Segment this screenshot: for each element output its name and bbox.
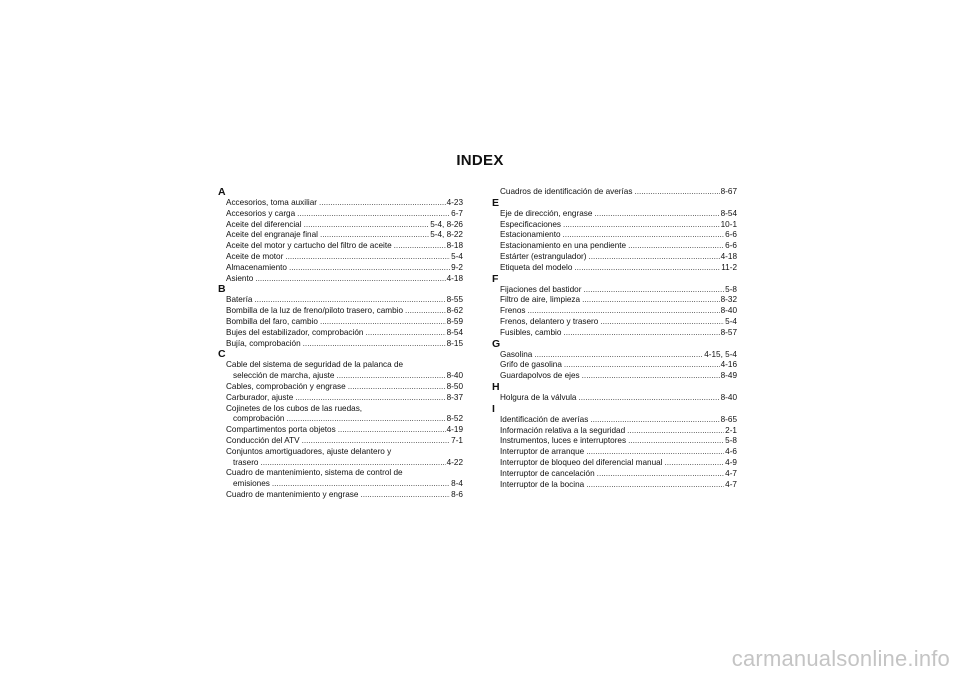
index-entry-text: Accesorios y carga bbox=[226, 208, 296, 218]
dot-leader bbox=[582, 295, 720, 306]
dot-leader bbox=[394, 241, 446, 252]
index-entry-text: Batería bbox=[226, 295, 253, 305]
index-entry bbox=[218, 295, 463, 306]
index-entry-page: 6-7 bbox=[451, 208, 463, 218]
index-entry bbox=[218, 339, 463, 350]
index-entry-text: Aceite del motor y cartucho del filtro de aceite bbox=[226, 241, 392, 251]
index-entry-page: 8-55 bbox=[446, 295, 463, 305]
dot-leader bbox=[590, 415, 719, 426]
dot-leader bbox=[563, 230, 725, 241]
index-entry bbox=[218, 490, 463, 501]
dot-leader bbox=[588, 252, 719, 263]
dot-leader bbox=[597, 469, 724, 480]
index-entry-page: 8-65 bbox=[720, 414, 737, 424]
index-letter-i: I bbox=[492, 402, 495, 415]
dot-leader bbox=[628, 241, 724, 252]
index-entry-page: 8-67 bbox=[720, 187, 737, 196]
index-entry bbox=[492, 317, 737, 328]
index-entry-page: 4-6 bbox=[725, 447, 737, 457]
index-entry-text: Guardapolvos de ejes bbox=[500, 371, 580, 381]
dot-leader bbox=[302, 436, 451, 447]
index-entry-text: selección de marcha, ajuste bbox=[233, 371, 335, 381]
dot-leader bbox=[285, 252, 450, 263]
index-entry-text: Asiento bbox=[226, 273, 254, 283]
dot-leader bbox=[563, 328, 719, 339]
dot-leader bbox=[320, 317, 446, 328]
index-entry bbox=[218, 252, 463, 263]
dot-leader bbox=[297, 209, 450, 220]
index-entry-text: Fijaciones del bastidor bbox=[500, 284, 582, 294]
index-entry bbox=[218, 393, 463, 404]
index-entry bbox=[492, 220, 737, 231]
index-entry-text: Instrumentos, luces e interruptores bbox=[500, 436, 627, 446]
index-entry-page: 5-8 bbox=[725, 436, 737, 446]
index-entry-text: Aceite de motor bbox=[226, 251, 284, 261]
index-entry-text: Cuadro de mantenimiento, sistema de control de bbox=[226, 468, 403, 478]
index-entry-text: Compartimentos porta objetos bbox=[226, 425, 336, 435]
index-entry-text: Especificaciones bbox=[500, 219, 561, 229]
dot-leader bbox=[594, 209, 719, 220]
index-entry-page: 4-16 bbox=[720, 360, 737, 370]
index-entry-page: 5-4 bbox=[725, 316, 737, 326]
index-entry-page: 9-2 bbox=[451, 262, 463, 272]
index-entry bbox=[492, 209, 737, 220]
index-entry-page: 8-37 bbox=[446, 392, 463, 402]
index-entry-text: Interruptor de bloqueo del diferencial manual bbox=[500, 457, 663, 467]
index-entry bbox=[218, 230, 463, 241]
index-entry-page: 8-6 bbox=[451, 489, 463, 499]
dot-leader bbox=[272, 479, 450, 490]
index-entry-text: Cables, comprobación y engrase bbox=[226, 381, 346, 391]
index-entry-page: 4-15, 5-4 bbox=[704, 349, 737, 359]
index-entry-page: 8-18 bbox=[446, 241, 463, 251]
dot-leader bbox=[586, 447, 724, 458]
index-entry-page: 5-8 bbox=[725, 284, 737, 294]
dot-leader bbox=[405, 306, 446, 317]
index-entry bbox=[218, 436, 463, 447]
index-entry-text: Bujes del estabilizador, comprobación bbox=[226, 327, 364, 337]
index-entry-text: Frenos bbox=[500, 306, 526, 316]
index-entry-page: 8-32 bbox=[720, 295, 737, 305]
index-entry-text: trasero bbox=[233, 457, 259, 467]
index-column-right bbox=[492, 187, 737, 490]
index-entry-text: Aceite del engranaje final bbox=[226, 230, 318, 240]
index-entry bbox=[492, 328, 737, 339]
index-entry bbox=[492, 360, 737, 371]
index-entry-text: Fusibles, cambio bbox=[500, 327, 562, 337]
index-entry-text: Cojinetes de los cubos de las ruedas, bbox=[226, 403, 363, 413]
dot-leader bbox=[303, 339, 446, 350]
index-entry-page: 5-4, 8-22 bbox=[430, 230, 463, 240]
index-entry-text: Identificación de averías bbox=[500, 414, 589, 424]
index-entry-text: Eje de dirección, engrase bbox=[500, 208, 593, 218]
index-entry bbox=[492, 469, 737, 480]
dot-leader bbox=[295, 393, 445, 404]
index-entry-page: 10-1 bbox=[720, 219, 737, 229]
dot-leader bbox=[634, 187, 719, 198]
dot-leader bbox=[319, 198, 446, 209]
index-entry bbox=[218, 447, 463, 469]
index-entry-text: Etiqueta del modelo bbox=[500, 262, 573, 272]
index-entry-page: 5-4, 8-26 bbox=[430, 219, 463, 229]
index-entry bbox=[492, 230, 737, 241]
dot-leader bbox=[527, 306, 719, 317]
index-entry-text: Frenos, delantero y trasero bbox=[500, 316, 599, 326]
index-entry bbox=[492, 350, 737, 361]
index-letter-f: F bbox=[492, 272, 499, 285]
dot-leader bbox=[586, 480, 724, 491]
index-entry-page: 8-50 bbox=[446, 381, 463, 391]
index-letter-e: E bbox=[492, 196, 500, 209]
index-entry-text: Interruptor de cancelación bbox=[500, 468, 595, 478]
index-entry bbox=[492, 306, 737, 317]
dot-leader bbox=[574, 263, 720, 274]
index-entry-text: Estacionamiento en una pendiente bbox=[500, 241, 627, 251]
index-entry bbox=[218, 328, 463, 339]
index-entry bbox=[218, 198, 463, 209]
index-entry-text: Gasolina bbox=[500, 349, 533, 359]
index-entry-page: 8-40 bbox=[720, 392, 737, 402]
index-entry bbox=[492, 371, 737, 382]
dot-leader bbox=[578, 393, 719, 404]
index-entry bbox=[218, 382, 463, 393]
index-entry-page: 4-7 bbox=[725, 479, 737, 489]
index-entry bbox=[218, 263, 463, 274]
index-entry bbox=[218, 317, 463, 328]
index-entry-text: comprobación bbox=[233, 414, 285, 424]
index-entry-page: 4-23 bbox=[446, 198, 463, 207]
index-entry-text: Carburador, ajuste bbox=[226, 392, 294, 402]
index-letter-c: C bbox=[218, 348, 226, 361]
index-entry bbox=[218, 404, 463, 426]
index-entry-page: 4-22 bbox=[446, 457, 463, 467]
index-entry-page: 6-6 bbox=[725, 230, 737, 240]
index-entry-text: Conducción del ATV bbox=[226, 435, 300, 445]
dot-leader bbox=[337, 371, 446, 382]
index-entry-text: Conjuntos amortiguadores, ajuste delantero y bbox=[226, 446, 392, 456]
index-entry-text: Bujía, comprobación bbox=[226, 338, 301, 348]
dot-leader bbox=[348, 382, 446, 393]
index-entry-page: 6-6 bbox=[725, 241, 737, 251]
index-entry-text: Cable del sistema de seguridad de la palanca de bbox=[226, 360, 404, 370]
index-entry-page: 2-1 bbox=[725, 425, 737, 435]
dot-leader bbox=[600, 317, 724, 328]
index-entry-page: 8-40 bbox=[446, 371, 463, 381]
dot-leader bbox=[665, 458, 725, 469]
index-entry-page: 8-40 bbox=[720, 306, 737, 316]
index-entry bbox=[218, 360, 463, 382]
dot-leader bbox=[260, 458, 445, 469]
index-entry-text: Filtro de aire, limpieza bbox=[500, 295, 581, 305]
dot-leader bbox=[338, 425, 446, 436]
index-entry bbox=[218, 425, 463, 436]
index-entry bbox=[218, 220, 463, 231]
index-entry-page: 8-54 bbox=[446, 327, 463, 337]
dot-leader bbox=[563, 220, 720, 231]
index-entry-text: Accesorios, toma auxiliar bbox=[226, 198, 318, 207]
index-entry bbox=[492, 295, 737, 306]
index-entry-text: Interruptor de la bocina bbox=[500, 479, 585, 489]
index-entry-page: 4-9 bbox=[725, 457, 737, 467]
index-entry-text: Información relativa a la seguridad bbox=[500, 425, 626, 435]
index-letter-b: B bbox=[218, 283, 226, 296]
index-letter-g: G bbox=[492, 337, 501, 350]
index-entry-text: Cuadro de mantenimiento y engrase bbox=[226, 489, 359, 499]
index-entry-text: Estacionamiento bbox=[500, 230, 561, 240]
dot-leader bbox=[365, 328, 445, 339]
index-entry-page: 11-2 bbox=[721, 262, 737, 272]
index-entry-text: Almacenamiento bbox=[226, 262, 287, 272]
index-entry-text: Estárter (estrangulador) bbox=[500, 251, 587, 261]
dot-leader bbox=[255, 274, 445, 285]
dot-leader bbox=[304, 220, 430, 231]
index-entry bbox=[218, 468, 463, 490]
dot-leader bbox=[254, 295, 445, 306]
index-entry bbox=[492, 187, 737, 198]
index-entry bbox=[492, 458, 737, 469]
index-entry-text: Cuadros de identificación de averías bbox=[500, 187, 633, 196]
index-entry-page: 4-7 bbox=[725, 468, 737, 478]
index-entry-text: Aceite del diferencial bbox=[226, 219, 302, 229]
index-entry bbox=[492, 436, 737, 447]
index-entry bbox=[218, 209, 463, 220]
index-entry bbox=[492, 241, 737, 252]
index-entry-page: 4-18 bbox=[720, 251, 737, 261]
index-entry bbox=[492, 415, 737, 426]
index-entry-text: Grifo de gasolina bbox=[500, 360, 562, 370]
index-entry bbox=[492, 252, 737, 263]
dot-leader bbox=[628, 436, 724, 447]
dot-leader bbox=[320, 230, 429, 241]
index-letter-a: A bbox=[218, 186, 226, 198]
dot-leader bbox=[564, 360, 720, 371]
index-entry bbox=[218, 274, 463, 285]
index-entry bbox=[492, 426, 737, 437]
index-entry-page: 8-4 bbox=[451, 479, 463, 489]
index-entry bbox=[492, 285, 737, 296]
dot-leader bbox=[582, 371, 720, 382]
dot-leader bbox=[360, 490, 450, 501]
dot-leader bbox=[286, 414, 445, 425]
index-column-left bbox=[218, 187, 463, 501]
dot-leader bbox=[583, 285, 724, 296]
dot-leader bbox=[289, 263, 450, 274]
index-entry bbox=[492, 480, 737, 491]
page-title: INDEX bbox=[456, 152, 504, 169]
index-entry-page: 4-18 bbox=[446, 273, 463, 283]
dot-leader bbox=[534, 350, 703, 361]
index-entry bbox=[218, 306, 463, 317]
index-entry-page: 8-62 bbox=[446, 306, 463, 316]
index-entry-text: Holgura de la válvula bbox=[500, 392, 577, 402]
index-entry bbox=[492, 393, 737, 404]
index-entry-page: 4-19 bbox=[446, 425, 463, 435]
index-entry-page: 8-59 bbox=[446, 316, 463, 326]
index-entry-text: emisiones bbox=[233, 479, 270, 489]
index-entry bbox=[218, 241, 463, 252]
index-entry-page: 8-52 bbox=[446, 414, 463, 424]
index-entry-text: Bombilla del faro, cambio bbox=[226, 316, 318, 326]
index-entry-page: 8-15 bbox=[446, 338, 463, 348]
watermark-text: carmanualsonline.info bbox=[731, 646, 950, 671]
index-entry-page: 7-1 bbox=[451, 435, 463, 445]
index-entry-text: Interruptor de arranque bbox=[500, 447, 585, 457]
index-entry-page: 8-54 bbox=[720, 208, 737, 218]
index-entry bbox=[492, 447, 737, 458]
index-entry-text: Bombilla de la luz de freno/piloto trasero, cambio bbox=[226, 306, 404, 316]
dot-leader bbox=[627, 426, 724, 437]
index-letter-h: H bbox=[492, 380, 500, 393]
index-entry bbox=[492, 263, 737, 274]
index-entry-page: 5-4 bbox=[451, 251, 463, 261]
index-entry-page: 8-57 bbox=[720, 327, 737, 337]
index-entry-page: 8-49 bbox=[720, 371, 737, 381]
